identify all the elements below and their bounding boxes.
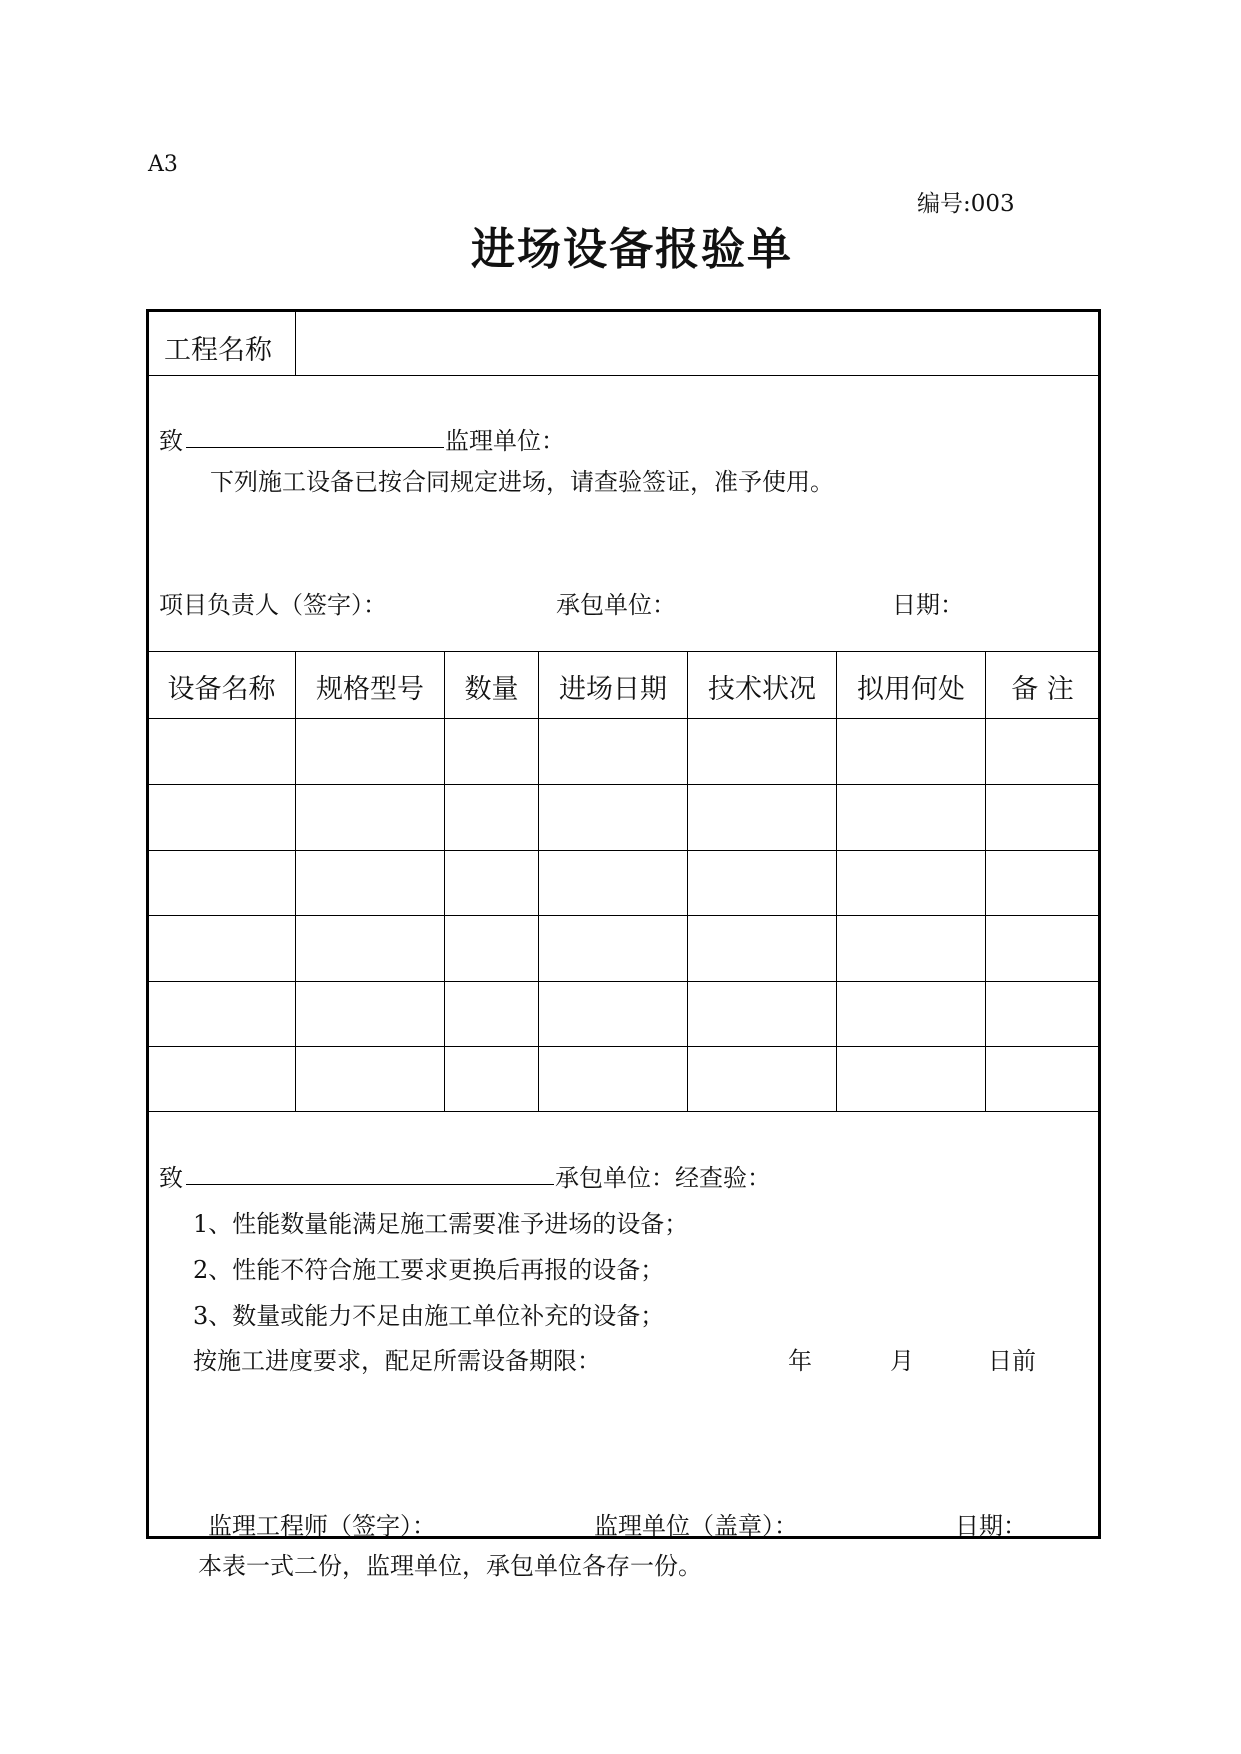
request-to-suffix: 监理单位：: [445, 427, 565, 455]
table-cell[interactable]: [837, 851, 985, 915]
table-cell[interactable]: [445, 1047, 538, 1111]
table-cell[interactable]: [539, 1047, 687, 1111]
review-item-2: 2、性能不符合施工要求更换后再报的设备；: [193, 1256, 665, 1284]
table-cell[interactable]: [837, 1047, 985, 1111]
deadline-month: 月: [890, 1347, 914, 1375]
manager-signature-label: 项目负责人（签字）：: [159, 591, 387, 619]
table-cell[interactable]: [688, 785, 836, 850]
table-cell[interactable]: [445, 982, 538, 1046]
table-cell[interactable]: [539, 982, 687, 1046]
table-cell[interactable]: [539, 851, 687, 915]
table-cell[interactable]: [688, 1047, 836, 1111]
form-title: 进场设备报验单: [471, 224, 793, 275]
table-cell[interactable]: [688, 982, 836, 1046]
review-to-suffix: 承包单位：经查验：: [555, 1164, 771, 1192]
table-cell[interactable]: [837, 982, 985, 1046]
table-cell[interactable]: [148, 785, 295, 850]
table-cell[interactable]: [296, 1047, 444, 1111]
table-cell[interactable]: [837, 785, 985, 850]
table-cell[interactable]: [148, 719, 295, 784]
review-item-3: 3、数量或能力不足由施工单位补充的设备；: [193, 1302, 665, 1330]
table-cell[interactable]: [296, 785, 444, 850]
review-to-prefix: 致: [159, 1164, 183, 1192]
col-header-remarks: 备 注: [1011, 674, 1074, 705]
deadline-day-before: 日前: [988, 1347, 1036, 1375]
col-header-intended-use: 拟用何处: [857, 674, 965, 705]
review-date-label: 日期：: [955, 1512, 1027, 1540]
table-cell[interactable]: [148, 982, 295, 1046]
table-cell[interactable]: [986, 719, 1099, 784]
deadline-year: 年: [788, 1347, 812, 1375]
contractor-label: 承包单位：: [556, 591, 676, 619]
table-cell[interactable]: [296, 916, 444, 981]
review-item-1: 1、性能数量能满足施工需要准予进场的设备；: [193, 1210, 689, 1238]
col-header-spec-model: 规格型号: [316, 674, 424, 705]
request-date-label: 日期：: [892, 591, 964, 619]
table-cell[interactable]: [986, 785, 1099, 850]
table-cell[interactable]: [539, 785, 687, 850]
table-cell[interactable]: [445, 719, 538, 784]
table-cell[interactable]: [539, 916, 687, 981]
table-cell[interactable]: [445, 851, 538, 915]
project-name-label: 工程名称: [164, 335, 272, 366]
engineer-signature-label: 监理工程师（签字）：: [208, 1512, 436, 1540]
col-header-equipment-name: 设备名称: [167, 674, 276, 705]
table-cell[interactable]: [986, 982, 1099, 1046]
table-cell[interactable]: [445, 785, 538, 850]
divider-project: [148, 375, 1099, 376]
table-cell[interactable]: [688, 719, 836, 784]
divider-table-bottom: [148, 1111, 1099, 1112]
deadline-label: 按施工进度要求，配足所需设备期限：: [193, 1347, 601, 1375]
col-header-quantity: 数量: [464, 674, 519, 705]
document-number: 编号:003: [917, 191, 1015, 217]
col-header-entry-date: 进场日期: [559, 674, 667, 705]
footer-note: 本表一式二份，监理单位，承包单位各存一份。: [198, 1552, 702, 1580]
table-cell[interactable]: [148, 851, 295, 915]
divider-request: [148, 651, 1099, 652]
table-cell[interactable]: [296, 719, 444, 784]
table-cell[interactable]: [986, 851, 1099, 915]
table-cell[interactable]: [688, 916, 836, 981]
table-cell[interactable]: [688, 851, 836, 915]
table-cell[interactable]: [986, 1047, 1099, 1111]
table-cell[interactable]: [837, 916, 985, 981]
table-cell[interactable]: [148, 916, 295, 981]
table-cell[interactable]: [296, 851, 444, 915]
review-to-blank[interactable]: [186, 1184, 554, 1185]
table-cell[interactable]: [986, 916, 1099, 981]
request-to-prefix: 致: [159, 427, 183, 455]
table-cell[interactable]: [445, 916, 538, 981]
table-cell[interactable]: [148, 1047, 295, 1111]
col-header-tech-status: 技术状况: [708, 674, 816, 705]
form-code: A3: [148, 152, 178, 177]
divider-project-label: [295, 311, 296, 376]
table-cell[interactable]: [296, 982, 444, 1046]
request-to-blank[interactable]: [186, 447, 444, 448]
table-cell[interactable]: [539, 719, 687, 784]
table-cell[interactable]: [837, 719, 985, 784]
supervision-unit-stamp-label: 监理单位（盖章）：: [594, 1512, 798, 1540]
project-name-field[interactable]: [300, 314, 1095, 372]
request-body: 下列施工设备已按合同规定进场，请查验签证，准予使用。: [210, 468, 834, 496]
